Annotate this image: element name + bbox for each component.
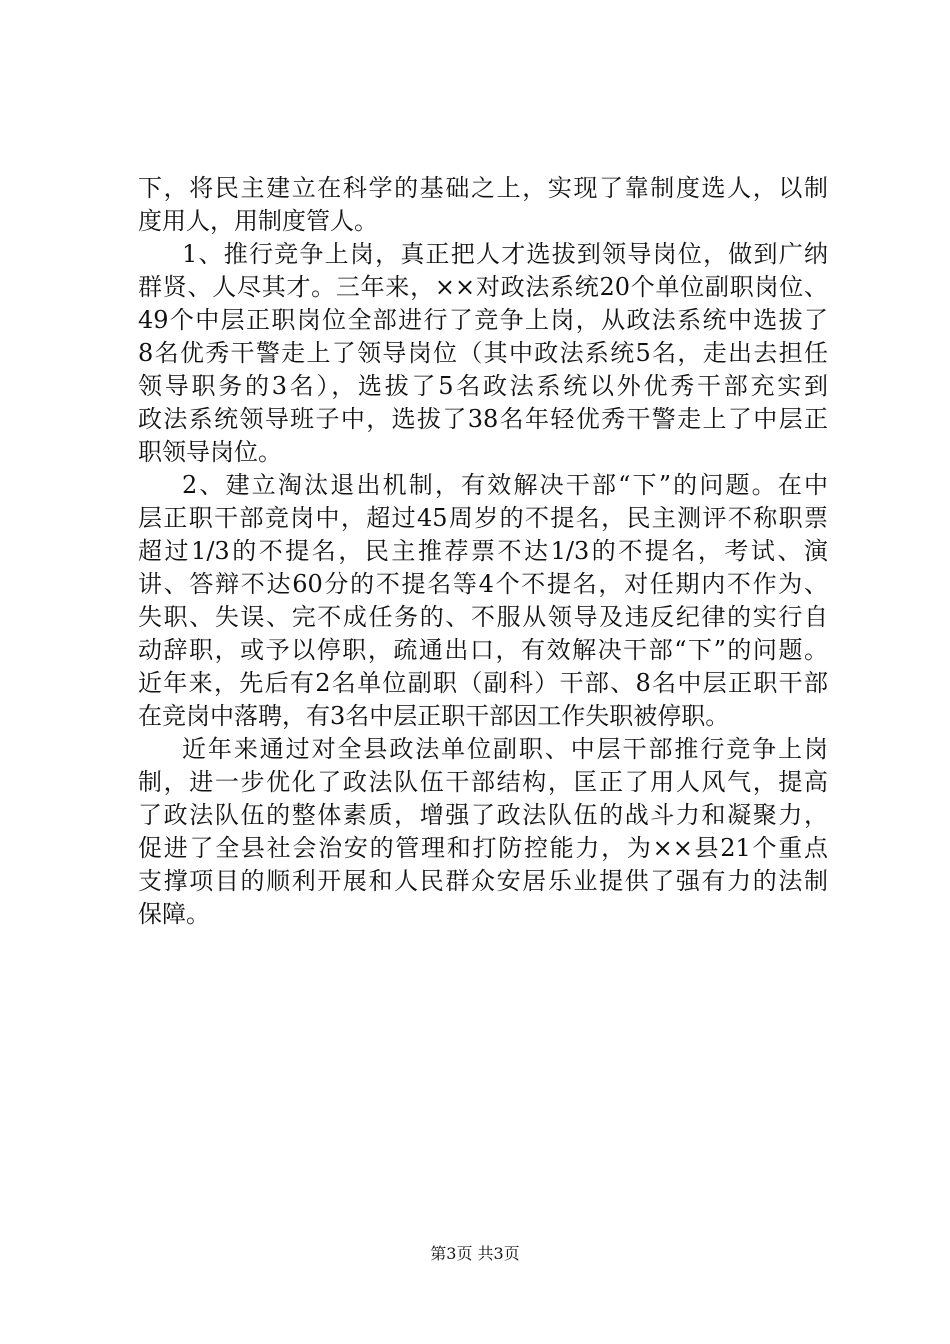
page-number-footer: 第3页 共3页	[430, 1244, 520, 1263]
paragraph-exit-mechanism	[138, 469, 828, 733]
text-line: 层正职干部竞岗中，超过45周岁的不提名，民主测评不称职票	[138, 504, 828, 532]
document-body	[138, 172, 828, 931]
text-line: 职领导岗位。	[138, 438, 282, 466]
text-line: 49个中层正职岗位全部进行了竞争上岗，从政法系统中选拔了	[138, 306, 828, 334]
text-line: 在竞岗中落聘，有3名中层正职干部因工作失职被停职。	[138, 702, 730, 730]
text-line: 促进了全县社会治安的管理和打防控能力，为××县21个重点	[138, 834, 828, 862]
text-line: 失职、失误、完不成任务的、不服从领导及违反纪律的实行自	[138, 603, 828, 631]
paragraph-competitive-posts	[138, 238, 828, 469]
text-line: 下，将民主建立在科学的基础之上，实现了靠制度选人，以制	[138, 174, 828, 202]
text-line: 近年来，先后有2名单位副职（副科）干部、8名中层正职干部	[138, 669, 828, 697]
paragraph-continuation	[138, 172, 828, 238]
text-line: 政法系统领导班子中，选拔了38名年轻优秀干警走上了中层正	[138, 405, 828, 433]
text-line: 保障。	[138, 900, 210, 928]
text-line: 制，进一步优化了政法队伍干部结构，匡正了用人风气，提高	[138, 768, 828, 796]
text-line: 动辞职，或予以停职，疏通出口，有效解决干部“下”的问题。	[138, 636, 828, 664]
text-line: 度用人，用制度管人。	[138, 207, 378, 235]
text-line: 近年来通过对全县政法单位副职、中层干部推行竞争上岗	[182, 735, 828, 763]
text-line: 2、建立淘汰退出机制，有效解决干部“下”的问题。在中	[182, 471, 828, 499]
text-line: 了政法队伍的整体素质，增强了政法队伍的战斗力和凝聚力，	[138, 801, 828, 829]
text-line: 支撑项目的顺利开展和人民群众安居乐业提供了强有力的法制	[138, 867, 828, 895]
text-line: 讲、答辩不达60分的不提名等4个不提名，对任期内不作为、	[138, 570, 828, 598]
text-line: 超过1/3的不提名，民主推荐票不达1/3的不提名，考试、演	[138, 537, 828, 565]
text-line: 群贤、人尽其才。三年来，××对政法系统20个单位副职岗位、	[138, 273, 828, 301]
text-line: 领导职务的3名），选拔了5名政法系统以外优秀干部充实到	[138, 372, 828, 400]
paragraph-conclusion	[138, 733, 828, 931]
text-line: 1、推行竞争上岗，真正把人才选拔到领导岗位，做到广纳	[182, 240, 828, 268]
text-line: 8名优秀干警走上了领导岗位（其中政法系统5名，走出去担任	[138, 339, 828, 367]
